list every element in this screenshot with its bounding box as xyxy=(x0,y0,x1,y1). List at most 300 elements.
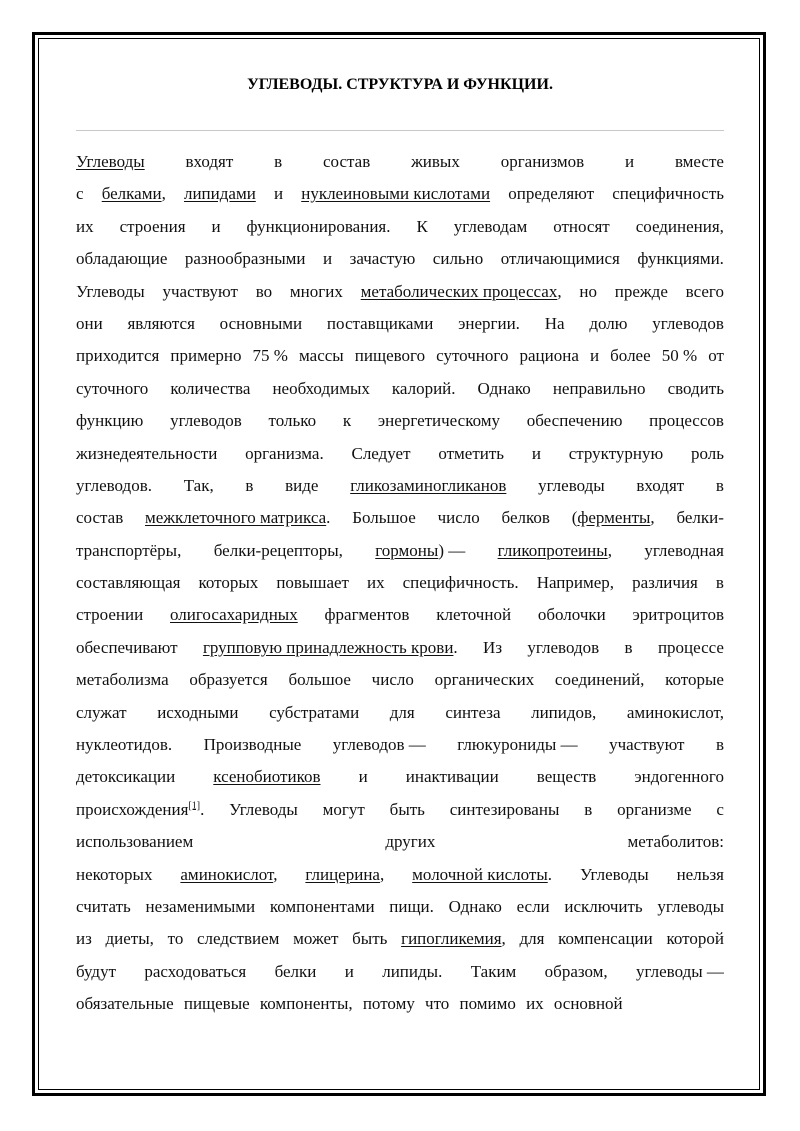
word-group xyxy=(436,340,508,372)
text-fragment: энергетическому xyxy=(377,411,501,431)
text-fragment: ) — xyxy=(438,540,466,560)
word-group xyxy=(352,502,416,534)
text-fragment: синтезированы xyxy=(449,799,560,819)
text-fragment: то xyxy=(167,929,184,949)
text-fragment: различия xyxy=(632,573,698,593)
word-group xyxy=(636,956,724,988)
word-group xyxy=(345,956,354,988)
word-group xyxy=(189,664,267,696)
text-fragment: и xyxy=(273,184,284,204)
text-fragment: к xyxy=(342,411,352,431)
word-group xyxy=(457,729,577,761)
text-line xyxy=(76,178,724,210)
text-fragment: белки-рецепторы, xyxy=(213,540,343,560)
word-group xyxy=(633,599,724,631)
word-group xyxy=(350,470,506,502)
text-fragment: может xyxy=(293,929,339,949)
text-fragment: и xyxy=(625,152,635,171)
text-fragment: Так, xyxy=(183,475,214,495)
word-group xyxy=(532,438,541,470)
text-fragment: Следует xyxy=(351,443,411,463)
text-line xyxy=(76,988,724,1020)
text-fragment: участвуют xyxy=(609,735,685,755)
word-group xyxy=(538,599,606,631)
word-group xyxy=(120,211,186,243)
word-group xyxy=(76,891,131,923)
word-group xyxy=(390,697,415,729)
word-group xyxy=(527,632,599,664)
word-group xyxy=(162,276,237,308)
text-line xyxy=(76,891,724,923)
article-link[interactable]: гликопротеины xyxy=(497,540,608,560)
word-group xyxy=(157,697,238,729)
text-fragment: аминокислот, xyxy=(626,702,724,722)
word-group xyxy=(676,502,723,534)
text-fragment: транспортёры, xyxy=(76,540,182,560)
word-group xyxy=(245,470,253,502)
text-fragment: от xyxy=(708,346,724,366)
text-fragment: калорий. xyxy=(391,378,456,398)
word-group xyxy=(519,923,544,955)
word-group xyxy=(716,567,724,599)
word-group xyxy=(260,988,358,1020)
text-line xyxy=(76,729,724,761)
text-fragment: определяют xyxy=(508,184,595,204)
word-group xyxy=(170,373,250,405)
word-group xyxy=(274,146,282,178)
text-line xyxy=(76,859,724,891)
text-line xyxy=(76,502,724,534)
text-fragment: Углеводы xyxy=(229,799,298,819)
word-group xyxy=(359,761,368,793)
text-fragment: рациона xyxy=(519,346,579,366)
word-group xyxy=(617,794,692,826)
word-group xyxy=(580,859,649,891)
word-group xyxy=(180,859,277,891)
text-line xyxy=(76,826,724,858)
word-group xyxy=(76,761,175,793)
word-group xyxy=(76,956,116,988)
text-fragment: но xyxy=(579,281,597,301)
text-fragment: неправильно xyxy=(552,378,646,398)
word-group xyxy=(636,470,684,502)
word-group xyxy=(76,567,180,599)
word-group xyxy=(76,178,84,210)
text-fragment: углеводы xyxy=(657,896,724,916)
text-fragment: многих xyxy=(289,281,343,301)
word-group xyxy=(502,502,550,534)
text-fragment: . xyxy=(326,508,331,528)
text-fragment: будут xyxy=(76,961,117,981)
text-fragment: организмов xyxy=(500,152,585,171)
text-fragment: компоненты, xyxy=(259,994,353,1014)
word-group xyxy=(305,859,384,891)
word-group xyxy=(272,373,369,405)
word-group xyxy=(644,535,724,567)
text-fragment: исключить xyxy=(564,896,643,916)
text-fragment: углеводам xyxy=(453,216,528,236)
word-group xyxy=(168,923,184,955)
text-fragment: пищевого xyxy=(354,346,426,366)
text-fragment: компонентами xyxy=(269,896,375,916)
word-group xyxy=(385,826,435,858)
word-group xyxy=(609,729,684,761)
word-group xyxy=(76,794,204,826)
word-group xyxy=(625,146,634,178)
text-fragment: разнообразными xyxy=(184,249,306,269)
word-group xyxy=(204,729,302,761)
text-fragment: и xyxy=(344,961,354,981)
word-group xyxy=(293,923,338,955)
text-fragment: углеводов xyxy=(527,637,600,657)
word-group xyxy=(76,826,193,858)
word-group xyxy=(285,470,318,502)
text-fragment: Таким xyxy=(470,961,517,981)
text-fragment: помимо xyxy=(459,994,516,1014)
article-link[interactable]: аминокислот xyxy=(180,864,274,884)
word-group xyxy=(203,632,458,664)
word-group xyxy=(76,146,145,178)
word-group xyxy=(247,211,391,243)
text-fragment: что xyxy=(425,994,450,1014)
word-group xyxy=(445,697,500,729)
word-group xyxy=(325,599,410,631)
word-group xyxy=(229,794,298,826)
word-group xyxy=(478,373,531,405)
word-group xyxy=(438,438,504,470)
text-fragment: которых xyxy=(198,573,259,593)
word-group xyxy=(76,632,178,664)
article-link[interactable]: нуклеиновыми кислотами xyxy=(301,184,491,204)
text-fragment: приходится xyxy=(76,346,160,366)
word-group xyxy=(256,276,272,308)
article-link[interactable]: олигосахаридных xyxy=(170,605,298,625)
word-group xyxy=(145,891,255,923)
text-fragment: незаменимыми xyxy=(145,896,256,916)
text-fragment: долю xyxy=(589,313,628,333)
article-link[interactable]: липидами xyxy=(183,184,256,204)
text-fragment: клеточной xyxy=(436,605,512,625)
text-fragment: которые xyxy=(665,670,724,690)
article-body xyxy=(76,146,724,1021)
text-fragment: из xyxy=(76,929,92,949)
footnote-ref[interactable]: [1] xyxy=(188,800,201,812)
text-fragment: отличающимися xyxy=(500,249,620,269)
text-fragment: строении xyxy=(76,605,144,625)
text-fragment: быть xyxy=(389,799,425,819)
text-line xyxy=(76,470,724,502)
article-link[interactable]: ферменты xyxy=(577,508,651,528)
text-line xyxy=(76,373,724,405)
word-group xyxy=(665,664,724,696)
text-line xyxy=(76,243,724,275)
word-group xyxy=(634,761,724,793)
text-fragment: всего xyxy=(685,281,724,301)
word-group xyxy=(76,438,217,470)
text-fragment: структурную xyxy=(568,443,664,463)
text-fragment: основными xyxy=(219,313,303,333)
text-fragment: более xyxy=(610,346,651,366)
word-group xyxy=(450,794,560,826)
text-fragment: входят xyxy=(636,475,685,495)
word-group xyxy=(186,146,234,178)
text-line xyxy=(76,956,724,988)
word-group xyxy=(392,373,456,405)
text-fragment: если xyxy=(516,896,550,916)
text-fragment: липиды. xyxy=(382,961,443,981)
text-fragment: На xyxy=(544,313,565,333)
word-group xyxy=(350,243,416,275)
text-fragment: компенсации xyxy=(558,929,653,949)
word-group xyxy=(76,729,172,761)
word-group xyxy=(367,567,385,599)
word-group xyxy=(554,988,628,1020)
text-fragment: субстратами xyxy=(269,702,360,722)
word-group xyxy=(211,211,220,243)
text-fragment: массы xyxy=(299,346,344,366)
word-group xyxy=(569,438,664,470)
word-group xyxy=(269,405,317,437)
word-group xyxy=(531,697,596,729)
text-line xyxy=(76,535,724,567)
text-fragment: поставщиками xyxy=(326,313,434,333)
word-group xyxy=(406,761,499,793)
text-fragment: сводить xyxy=(667,378,724,398)
text-fragment: строения xyxy=(119,216,186,236)
article-link[interactable]: Углеводы xyxy=(76,152,145,171)
text-fragment: состав xyxy=(76,508,124,528)
word-group xyxy=(170,405,242,437)
text-fragment: служат xyxy=(76,702,127,722)
word-group xyxy=(438,502,480,534)
text-line xyxy=(76,599,724,631)
text-fragment: участвуют xyxy=(162,281,238,301)
text-fragment: только xyxy=(268,411,317,431)
text-fragment: Большое xyxy=(352,508,416,528)
text-fragment: в xyxy=(274,152,283,171)
word-group xyxy=(274,178,283,210)
word-group xyxy=(471,956,517,988)
word-group xyxy=(454,211,528,243)
word-group xyxy=(343,405,351,437)
text-fragment: Однако xyxy=(448,896,502,916)
article-link[interactable]: гормоны xyxy=(375,540,439,560)
word-group xyxy=(537,567,614,599)
text-fragment: Из xyxy=(483,637,503,657)
article-link[interactable]: метаболических процессах xyxy=(360,281,558,301)
word-group xyxy=(323,243,332,275)
word-group xyxy=(76,859,152,891)
word-group xyxy=(144,956,246,988)
article-link[interactable]: групповую принадлежность крови xyxy=(202,637,454,657)
word-group xyxy=(127,308,194,340)
text-fragment: функционирования. xyxy=(246,216,391,236)
word-group xyxy=(76,923,92,955)
text-fragment: их xyxy=(76,216,94,236)
word-group xyxy=(716,470,724,502)
text-line xyxy=(76,697,724,729)
word-group xyxy=(351,438,410,470)
text-fragment: некоторых xyxy=(76,864,153,884)
word-group xyxy=(666,923,723,955)
text-fragment: . xyxy=(200,799,205,819)
text-fragment: синтеза xyxy=(445,702,501,722)
word-group xyxy=(628,826,724,858)
word-group xyxy=(76,470,152,502)
text-line xyxy=(76,405,724,437)
word-group xyxy=(76,276,145,308)
word-group xyxy=(327,308,433,340)
text-fragment: являются xyxy=(127,313,195,333)
text-fragment: , xyxy=(607,540,612,560)
article-link[interactable]: молочной кислоты xyxy=(412,864,548,884)
text-fragment: фрагментов xyxy=(324,605,410,625)
word-group xyxy=(76,502,123,534)
word-group xyxy=(459,988,520,1020)
text-fragment: нуклеотидов. xyxy=(76,735,173,755)
text-fragment: , xyxy=(273,864,278,884)
text-fragment: нельзя xyxy=(676,864,724,884)
text-fragment: с xyxy=(716,799,724,819)
word-group xyxy=(657,891,724,923)
text-fragment: Производные xyxy=(203,735,302,755)
article-link[interactable]: белками xyxy=(101,184,162,204)
text-fragment: обладающие xyxy=(76,249,168,269)
text-fragment: . xyxy=(547,864,552,884)
word-group xyxy=(537,761,597,793)
word-group xyxy=(527,405,623,437)
word-group xyxy=(76,405,143,437)
text-fragment: потому xyxy=(362,994,415,1014)
text-fragment: их xyxy=(526,994,544,1014)
word-group xyxy=(403,567,519,599)
article-link[interactable]: гипогликемия xyxy=(401,929,502,949)
text-fragment: сильно xyxy=(432,249,484,269)
word-group xyxy=(184,178,256,210)
text-fragment: пищи. xyxy=(389,896,434,916)
word-group xyxy=(615,276,668,308)
word-group xyxy=(501,146,584,178)
text-fragment: в xyxy=(715,573,724,593)
text-fragment: белки- xyxy=(676,508,724,528)
text-fragment: суточного xyxy=(76,378,149,398)
text-fragment: веществ xyxy=(536,767,597,787)
text-fragment: образом, xyxy=(544,961,608,981)
text-line xyxy=(76,761,724,793)
article-link[interactable]: ксенобиотиков xyxy=(213,767,321,787)
text-fragment: углеводы — xyxy=(636,961,724,981)
text-fragment: роль xyxy=(690,443,724,463)
text-fragment: белки xyxy=(274,961,317,981)
word-group xyxy=(276,567,349,599)
text-line xyxy=(76,308,724,340)
word-group xyxy=(716,729,724,761)
text-fragment: инактивации xyxy=(405,767,499,787)
word-group xyxy=(372,664,414,696)
text-fragment: вместе xyxy=(674,152,724,171)
word-group xyxy=(389,891,434,923)
word-group xyxy=(76,599,143,631)
word-group xyxy=(517,891,550,923)
text-fragment: липидов, xyxy=(531,702,597,722)
text-line xyxy=(76,340,724,372)
word-group xyxy=(214,535,343,567)
text-fragment: примерно xyxy=(170,346,242,366)
word-group xyxy=(198,567,258,599)
article-link[interactable]: гликозаминогликанов xyxy=(350,475,507,495)
word-group xyxy=(378,405,500,437)
text-line xyxy=(76,567,724,599)
text-fragment: функцию xyxy=(76,411,144,431)
text-fragment: исходными xyxy=(157,702,239,722)
text-fragment: и xyxy=(531,443,541,463)
text-fragment: повышает xyxy=(276,573,349,593)
text-fragment: глюкурониды — xyxy=(457,735,578,755)
word-group xyxy=(632,567,698,599)
word-group xyxy=(299,340,344,372)
text-fragment: 50 % xyxy=(661,346,698,366)
text-fragment: в xyxy=(715,735,724,755)
article-link[interactable]: межклеточного матрикса xyxy=(145,508,327,528)
text-fragment: следствием xyxy=(197,929,280,949)
word-group xyxy=(572,502,655,534)
word-group xyxy=(625,632,633,664)
text-fragment: углеводов xyxy=(170,411,242,431)
word-group xyxy=(170,340,241,372)
text-fragment: углеводов — xyxy=(332,735,426,755)
word-group xyxy=(433,243,483,275)
text-fragment: , xyxy=(501,929,506,949)
text-fragment: специфичность xyxy=(612,184,724,204)
word-group xyxy=(253,340,288,372)
text-fragment: быть xyxy=(352,929,388,949)
text-fragment: углеводов. xyxy=(76,475,152,495)
text-fragment: оболочки xyxy=(537,605,606,625)
text-fragment: пищевые xyxy=(183,994,250,1014)
text-fragment: могут xyxy=(322,799,365,819)
word-group xyxy=(76,988,179,1020)
word-group xyxy=(355,340,425,372)
word-group xyxy=(435,664,535,696)
text-line xyxy=(76,664,724,696)
word-group xyxy=(686,276,724,308)
word-group xyxy=(102,178,166,210)
word-group xyxy=(76,243,167,275)
word-group xyxy=(390,794,425,826)
text-fragment: большое xyxy=(288,670,351,690)
text-fragment: основной xyxy=(553,994,623,1014)
word-group xyxy=(288,664,351,696)
text-fragment: отметить xyxy=(438,443,505,463)
text-fragment: обязательные xyxy=(76,994,174,1014)
word-group xyxy=(564,891,642,923)
word-group xyxy=(636,211,724,243)
text-fragment: процессе xyxy=(657,637,724,657)
word-group xyxy=(458,308,520,340)
text-fragment: образуется xyxy=(189,670,268,690)
text-fragment: во xyxy=(255,281,273,301)
text-fragment: , xyxy=(650,508,655,528)
article-link[interactable]: глицерина xyxy=(305,864,380,884)
word-group xyxy=(691,438,724,470)
text-fragment: и xyxy=(323,249,333,269)
text-fragment: живых xyxy=(411,152,460,171)
word-group xyxy=(501,243,620,275)
text-fragment: и xyxy=(589,346,600,366)
word-group xyxy=(662,340,697,372)
text-fragment: органических xyxy=(434,670,535,690)
word-group xyxy=(269,697,359,729)
